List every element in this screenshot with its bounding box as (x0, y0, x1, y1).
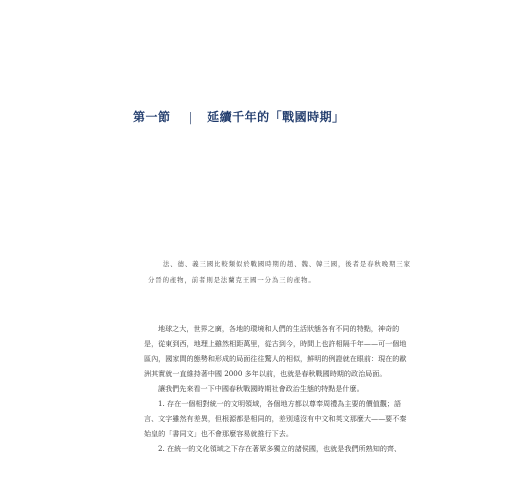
paragraph-line: 2. 在統一的文化領域之下存在著眾多獨立的諸侯國，也就是我們所熟知的齊、 (158, 444, 402, 453)
paragraph-line: 始皇的「書同文」也不會那麼容易就推行下去。 (144, 429, 293, 438)
body-text (144, 321, 414, 456)
section-number: 第一節 (133, 110, 171, 124)
paragraph-line: 讓我們先來看一下中國春秋戰國時期社會政治生態的特點是什麼。 (158, 384, 364, 393)
paragraph-line: 洲其實就一直維持著中國 2000 多年以前，也就是春秋戰國時期的政治局面。 (144, 369, 387, 378)
footnote-line: 法、德、義三國比較類似於戰國時期的趙、魏、韓三國，後者是春秋晚期三家 (163, 260, 411, 268)
section-heading (133, 108, 345, 125)
footnote-line: 分晉的產物，前者則是法蘭克王國一分為三的產物。 (148, 276, 316, 284)
footnote (148, 256, 413, 288)
section-title: 延續千年的「戰國時期」 (207, 110, 345, 124)
paragraph-line: 1. 存在一個相對統一的文明領域，各個地方都以尊奉周禮為主要的價值觀；語 (158, 399, 402, 408)
paragraph-line: 是，從東到西，地理上雖然相距萬里，從古到今，時間上也許相隔千年——可一個地 (144, 339, 407, 348)
paragraph-line: 區內，國家間的態勢和形成的局面往往驚人的相似，鮮明的例證就在眼前：現在的歐 (144, 354, 407, 363)
paragraph-line: 地球之大，世界之廣，各地的環境和人們的生活狀態各有不同的特點，神奇的 (158, 324, 400, 333)
paragraph-line: 言、文字雖然有差異，但根源都是相同的，差別遠沒有中文和英文那麼大——要不秦 (144, 414, 407, 423)
heading-separator: | (188, 110, 194, 124)
